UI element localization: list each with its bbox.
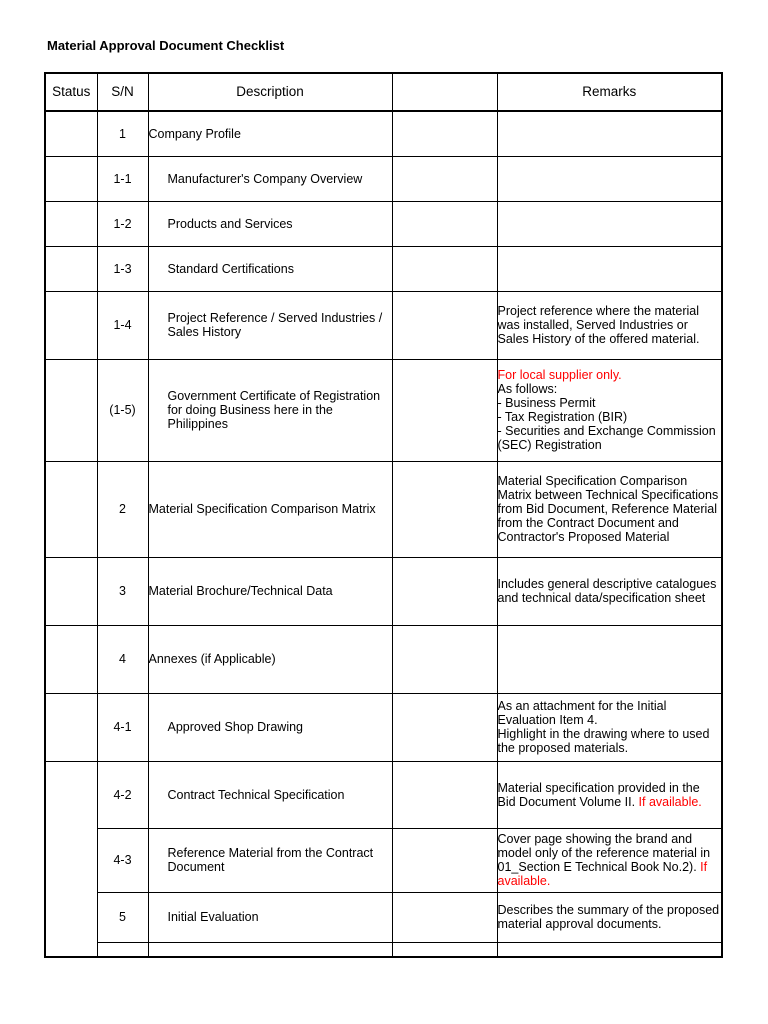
remarks-cell bbox=[497, 359, 722, 461]
remarks-text: - Securities and Exchange Commission (SEC) Registration bbox=[497, 424, 716, 452]
sn-cell: 1-4 bbox=[97, 291, 148, 359]
description-cell: Annexes (if Applicable) bbox=[148, 625, 392, 693]
status-cell[interactable] bbox=[45, 111, 97, 156]
status-cell[interactable] bbox=[45, 201, 97, 246]
status-cell[interactable] bbox=[45, 761, 97, 957]
status-cell[interactable] bbox=[45, 359, 97, 461]
header-remarks: Remarks bbox=[497, 73, 722, 111]
blank-cell bbox=[392, 828, 497, 892]
table-row bbox=[45, 291, 722, 359]
remarks-text: Highlight in the drawing where to used the proposed materials. bbox=[497, 727, 710, 755]
status-cell[interactable] bbox=[45, 156, 97, 201]
remarks-text: As an attachment for the Initial Evaluation Item 4. bbox=[497, 699, 667, 727]
sn-cell: 1-3 bbox=[97, 246, 148, 291]
remarks-cell bbox=[497, 156, 722, 201]
description-cell: Standard Certifications bbox=[148, 246, 392, 291]
remarks-cell bbox=[497, 246, 722, 291]
sn-cell: 5 bbox=[97, 892, 148, 942]
status-cell[interactable] bbox=[45, 625, 97, 693]
table-row bbox=[45, 111, 722, 156]
blank-cell bbox=[392, 156, 497, 201]
table-row bbox=[45, 892, 722, 942]
header-blank bbox=[392, 73, 497, 111]
blank-cell bbox=[392, 892, 497, 942]
remarks-cell bbox=[497, 111, 722, 156]
remarks-text: - Business Permit bbox=[497, 396, 596, 410]
table-row bbox=[45, 557, 722, 625]
remarks-text: If available. bbox=[638, 794, 702, 809]
remarks-cell bbox=[497, 892, 722, 942]
table-row bbox=[45, 461, 722, 557]
blank-cell bbox=[392, 201, 497, 246]
description-cell: Material Specification Comparison Matrix bbox=[148, 461, 392, 557]
remarks-cell bbox=[497, 201, 722, 246]
remarks-text: Material specification provided in the Bid Document Volume II. bbox=[497, 780, 700, 809]
remarks-cell bbox=[497, 291, 722, 359]
blank-cell bbox=[392, 693, 497, 761]
remarks-cell bbox=[497, 461, 722, 557]
document-title: Material Approval Document Checklist bbox=[47, 38, 285, 53]
header-status: Status bbox=[45, 73, 97, 111]
description-cell: Manufacturer's Company Overview bbox=[148, 156, 392, 201]
blank-cell bbox=[392, 461, 497, 557]
status-cell[interactable] bbox=[45, 693, 97, 761]
sn-cell: 4 bbox=[97, 625, 148, 693]
checklist-table bbox=[44, 72, 723, 958]
remarks-text: Material Specification Comparison Matrix between Technical Specifications from Bid Document, Reference Material from the Contract Document and Contractor's Proposed Material bbox=[497, 474, 719, 544]
remarks-cell bbox=[497, 828, 722, 892]
remarks-text: Project reference where the material was installed, Served Industries or Sales History of the offered material. bbox=[497, 304, 700, 346]
blank-cell bbox=[392, 246, 497, 291]
blank-cell bbox=[392, 359, 497, 461]
table-row bbox=[45, 942, 722, 957]
blank-cell bbox=[392, 942, 497, 957]
description-cell: Company Profile bbox=[148, 111, 392, 156]
description-cell: Government Certificate of Registration for doing Business here in the Philippines bbox=[148, 359, 392, 461]
description-cell: Project Reference / Served Industries / Sales History bbox=[148, 291, 392, 359]
table-row bbox=[45, 828, 722, 892]
status-cell[interactable] bbox=[45, 557, 97, 625]
header-description: Description bbox=[148, 73, 392, 111]
table-row bbox=[45, 625, 722, 693]
table-row bbox=[45, 246, 722, 291]
description-cell bbox=[148, 942, 392, 957]
status-cell[interactable] bbox=[45, 246, 97, 291]
remarks-cell bbox=[497, 761, 722, 828]
table-row bbox=[45, 693, 722, 761]
description-cell: Initial Evaluation bbox=[148, 892, 392, 942]
sn-cell: 1-2 bbox=[97, 201, 148, 246]
description-cell: Contract Technical Specification bbox=[148, 761, 392, 828]
sn-cell bbox=[97, 942, 148, 957]
header-sn: S/N bbox=[97, 73, 148, 111]
remarks-text: Cover page showing the brand and model only of the reference material in 01_Section E Technical Book No.2). bbox=[497, 832, 711, 874]
remarks-text: As follows: bbox=[497, 382, 558, 396]
sn-cell: 3 bbox=[97, 557, 148, 625]
remarks-cell bbox=[497, 693, 722, 761]
blank-cell bbox=[392, 291, 497, 359]
blank-cell bbox=[392, 761, 497, 828]
header-row bbox=[45, 73, 722, 111]
blank-cell bbox=[392, 557, 497, 625]
table-row bbox=[45, 201, 722, 246]
sn-cell: 2 bbox=[97, 461, 148, 557]
description-cell: Reference Material from the Contract Document bbox=[148, 828, 392, 892]
status-cell[interactable] bbox=[45, 291, 97, 359]
remarks-text: If available. bbox=[497, 860, 708, 888]
sn-cell: 1-1 bbox=[97, 156, 148, 201]
remarks-text: - Tax Registration (BIR) bbox=[497, 410, 628, 424]
remarks-text: For local supplier only. bbox=[497, 368, 622, 382]
remarks-cell bbox=[497, 942, 722, 957]
table-row bbox=[45, 156, 722, 201]
remarks-cell bbox=[497, 557, 722, 625]
checklist-body bbox=[45, 111, 722, 957]
sn-cell: (1-5) bbox=[97, 359, 148, 461]
description-cell: Products and Services bbox=[148, 201, 392, 246]
table-row bbox=[45, 359, 722, 461]
sn-cell: 4-1 bbox=[97, 693, 148, 761]
description-cell: Material Brochure/Technical Data bbox=[148, 557, 392, 625]
remarks-text: Describes the summary of the proposed material approval documents. bbox=[497, 903, 720, 931]
status-cell[interactable] bbox=[45, 461, 97, 557]
remarks-cell bbox=[497, 625, 722, 693]
sn-cell: 1 bbox=[97, 111, 148, 156]
blank-cell bbox=[392, 625, 497, 693]
sn-cell: 4-3 bbox=[97, 828, 148, 892]
sn-cell: 4-2 bbox=[97, 761, 148, 828]
remarks-text: Includes general descriptive catalogues and technical data/specification sheet bbox=[497, 577, 717, 605]
table-row bbox=[45, 761, 722, 828]
description-cell: Approved Shop Drawing bbox=[148, 693, 392, 761]
blank-cell bbox=[392, 111, 497, 156]
